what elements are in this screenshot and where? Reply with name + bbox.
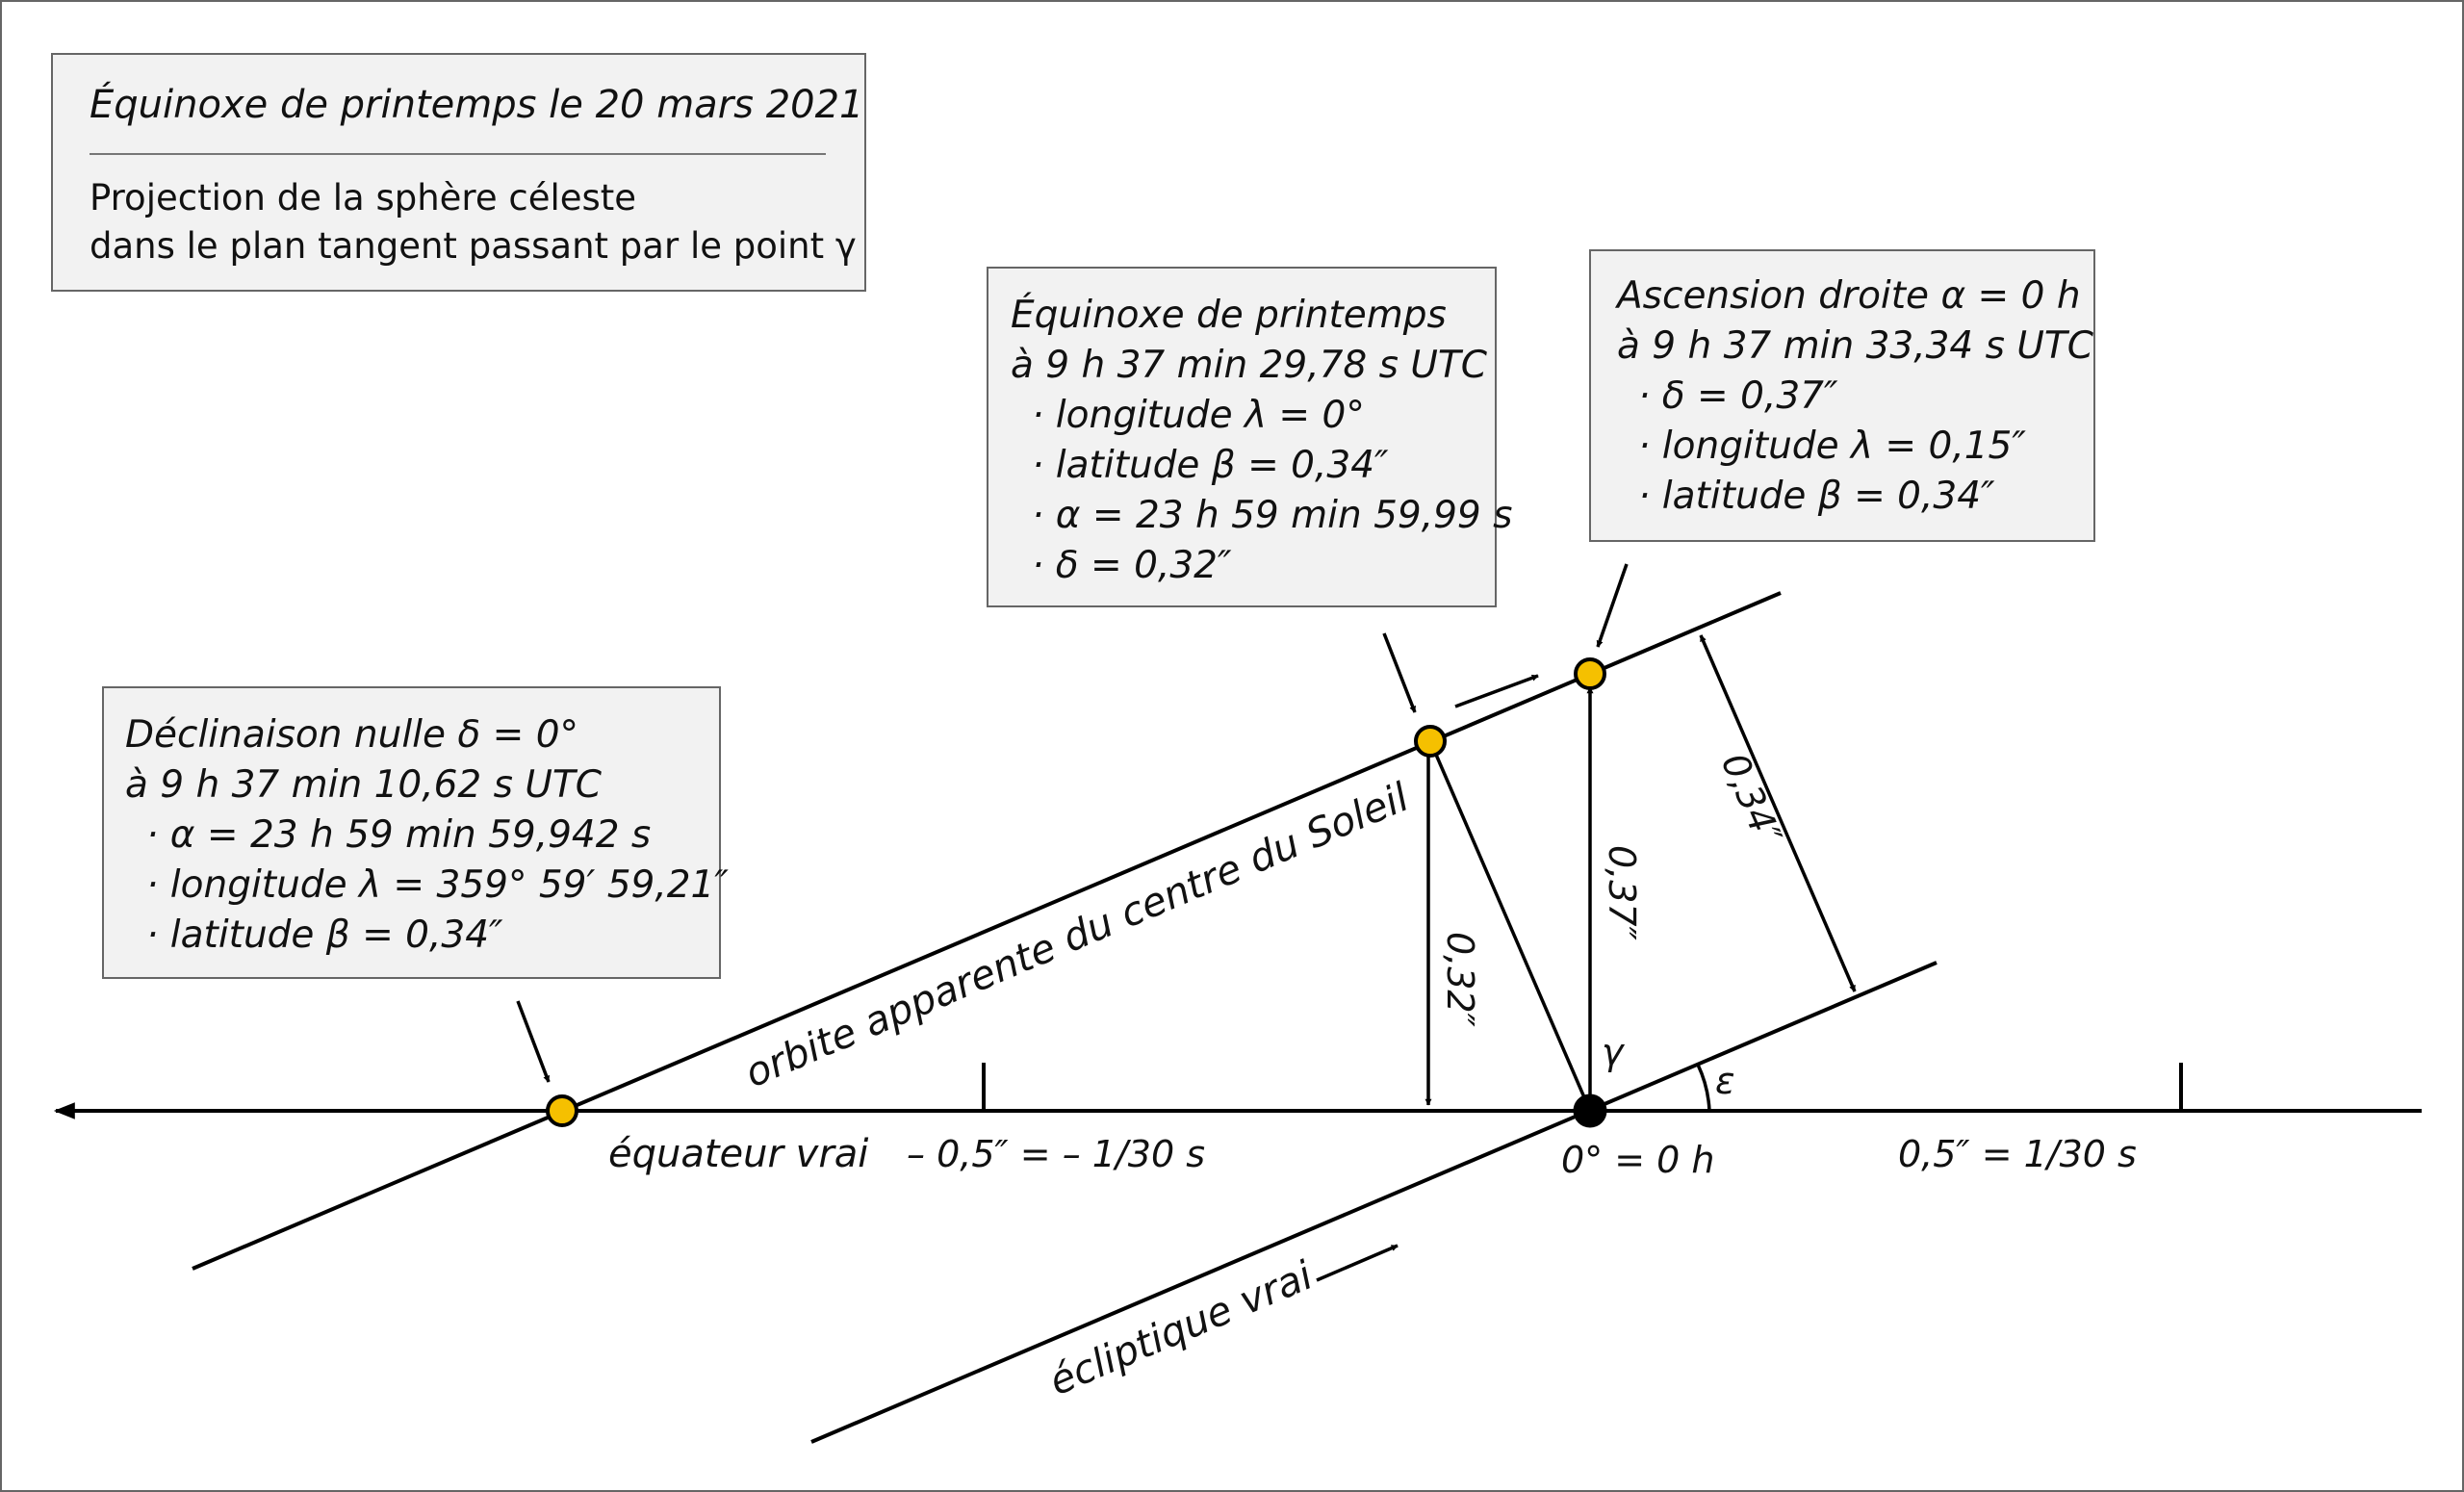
ascension-line-1: Ascension droite α = 0 h: [1617, 274, 2081, 318]
ascension-box: [1590, 250, 2094, 541]
ascension-line-5: · latitude β = 0,34″: [1638, 475, 1995, 518]
orbit-label: orbite apparente du centre du Soleil: [738, 773, 1416, 1097]
ecliptic-label: écliptique vrai: [1042, 1251, 1320, 1405]
declinaison-line-3: · α = 23 h 59 min 59,942 s: [146, 813, 652, 857]
subtitle-line-1: Projection de la sphère céleste: [90, 177, 637, 219]
dim-034-label: 0,34″: [1712, 747, 1790, 852]
point-ascension: [1576, 659, 1604, 688]
gamma-to-equinox-line: [1430, 741, 1590, 1111]
equinoxe-line-2: à 9 h 37 min 29,78 s UTC: [1011, 344, 1487, 387]
point-equinoxe: [1416, 727, 1445, 756]
pointer-declinaison: [518, 1001, 549, 1082]
declinaison-line-5: · latitude β = 0,34″: [146, 913, 503, 957]
equator-label: équateur vrai: [608, 1132, 869, 1176]
declinaison-line-1: Déclinaison nulle δ = 0°: [125, 713, 579, 757]
pointer-ascension: [1598, 564, 1627, 647]
declinaison-line-2: à 9 h 37 min 10,62 s UTC: [125, 763, 602, 807]
point-gamma: [1575, 1095, 1605, 1126]
point-declinaison: [548, 1096, 577, 1125]
equinoxe-line-4: · latitude β = 0,34″: [1032, 444, 1389, 487]
equinoxe-line-5: · α = 23 h 59 min 59,99 s: [1032, 494, 1513, 537]
tick-left-label: – 0,5″ = – 1/30 s: [907, 1133, 1205, 1175]
epsilon-angle-arc: [1698, 1065, 1709, 1111]
equinoxe-line-1: Équinoxe de printemps: [1011, 294, 1447, 337]
declinaison-box: [103, 687, 729, 978]
epsilon-label: ε: [1715, 1060, 1735, 1102]
ascension-line-3: · δ = 0,37″: [1638, 374, 1838, 418]
declinaison-line-4: · longitude λ = 359° 59′ 59,21″: [146, 863, 729, 907]
equinoxe-box: [988, 268, 1512, 606]
ecliptic-line: [811, 963, 1937, 1442]
dim-032-label: 0,32″: [1439, 932, 1481, 1027]
title-text: Équinoxe de printemps le 20 mars 2021: [90, 83, 864, 127]
pointer-equinoxe: [1384, 633, 1415, 712]
dim-037-label: 0,37″: [1601, 845, 1643, 940]
gamma-label: γ: [1602, 1031, 1624, 1073]
subtitle-line-2: dans le plan tangent passant par le point γ: [90, 225, 857, 267]
equinoxe-line-3: · longitude λ = 0°: [1032, 394, 1365, 437]
ascension-line-2: à 9 h 37 min 33,34 s UTC: [1617, 324, 2093, 368]
direction-arrow-ecliptic: [1317, 1246, 1398, 1280]
ascension-line-4: · longitude λ = 0,15″: [1638, 424, 2026, 468]
tick-right-label: 0,5″ = 1/30 s: [1898, 1133, 2137, 1175]
tick-center-label: 0° = 0 h: [1561, 1139, 1715, 1181]
title-box: [52, 54, 865, 291]
equinoxe-line-6: · δ = 0,32″: [1032, 544, 1232, 587]
